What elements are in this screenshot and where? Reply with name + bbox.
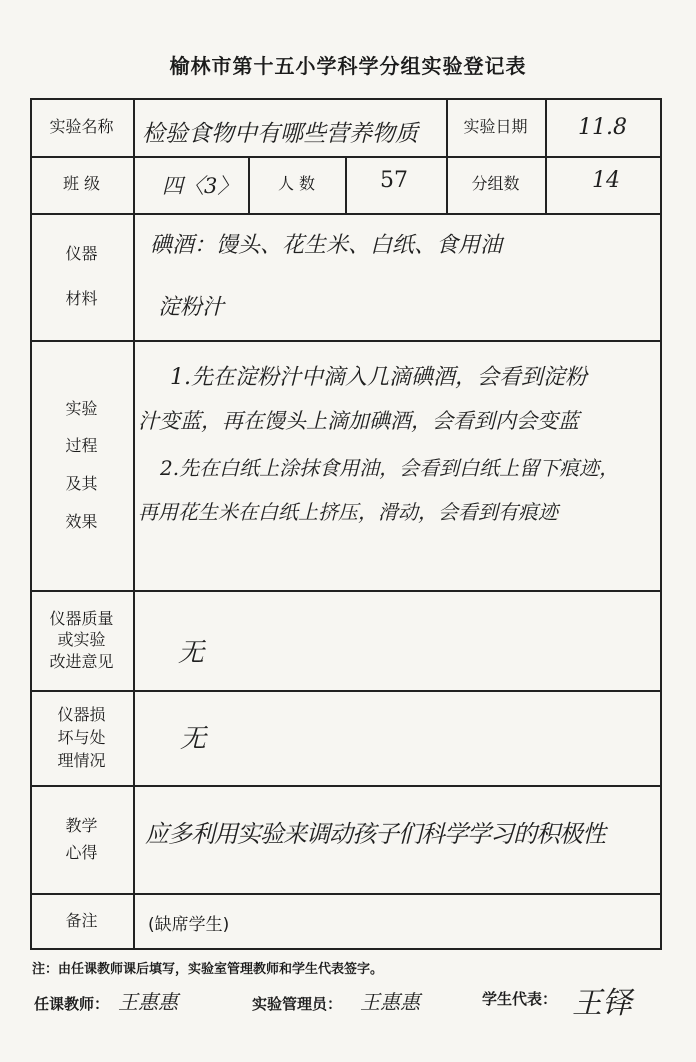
process-label-line: 及其 — [65, 474, 98, 493]
process-label-line: 效果 — [65, 511, 98, 531]
footer-note: 注：由任课教师课后填写，实验室管理教师和学生代表签字。 — [32, 962, 384, 977]
col-divider — [133, 98, 135, 950]
instruments-line2: 淀粉汁 — [158, 295, 225, 320]
process-line: 1.先在淀粉汁中滴入几滴碘酒，会看到淀粉 — [170, 365, 587, 390]
teacher-label: 任课教师： — [34, 995, 110, 1013]
damage-label — [30, 690, 133, 785]
instruments-label-line1: 仪器 — [65, 244, 98, 264]
form-title: 榆林市第十五小学科学分组实验登记表 — [169, 54, 527, 78]
quality-label-line: 改进意见 — [49, 651, 114, 671]
quality-label-line: 或实验 — [57, 630, 106, 650]
student-signature: 王铎 — [572, 986, 632, 1021]
col-divider — [345, 156, 347, 213]
process-line: 2.先在白纸上涂抹食用油，会看到白纸上留下痕迹， — [160, 456, 620, 480]
process-label-line: 实验 — [65, 398, 98, 418]
remarks-value: (缺席学生) — [148, 915, 230, 935]
groups-label: 分组数 — [471, 174, 520, 194]
damage-label-line: 理情况 — [57, 751, 106, 771]
class-label: 班 级 — [62, 174, 101, 194]
quality-label-line: 仪器质量 — [49, 608, 114, 628]
process-label-line: 过程 — [65, 436, 98, 456]
experiment-date-value: 11.8 — [578, 115, 627, 140]
experiment-date-label: 实验日期 — [463, 116, 528, 136]
process-line: 再用花生米在白纸上挤压，滑动，会看到有痕迹 — [138, 500, 558, 524]
col-divider — [545, 98, 547, 213]
experiment-name-value: 检验食物中有哪些营养物质 — [142, 121, 418, 147]
reflection-value: 应多利用实验来调动孩子们科学学习的积极性 — [145, 820, 605, 848]
quality-label — [30, 590, 133, 690]
student-label: 学生代表： — [482, 990, 558, 1008]
people-label: 人 数 — [277, 174, 316, 194]
class-value: 四〈3〉 — [162, 174, 239, 198]
process-line: 汁变蓝，再在馒头上滴加碘酒，会看到内会变蓝 — [138, 409, 579, 433]
manager-signature: 王惠惠 — [360, 990, 420, 1014]
damage-label-line: 坏与处 — [57, 727, 106, 747]
quality-value: 无 — [178, 638, 205, 668]
instruments-label-line2: 材料 — [65, 288, 98, 308]
groups-value: 14 — [592, 168, 620, 193]
instruments-line1: 碘酒：馒头、花生米、白纸、食用油 — [150, 233, 503, 258]
reflection-label — [30, 785, 133, 893]
reflection-label-line: 心得 — [65, 843, 98, 862]
remarks-label: 备注 — [65, 911, 98, 931]
people-value: 57 — [380, 168, 408, 193]
process-label — [30, 340, 133, 590]
damage-value: 无 — [180, 724, 207, 754]
damage-label-line: 仪器损 — [57, 704, 106, 724]
instruments-label — [30, 213, 133, 340]
experiment-name-label: 实验名称 — [49, 116, 114, 136]
reflection-label-line: 教学 — [65, 815, 98, 835]
teacher-signature: 王惠惠 — [118, 990, 178, 1014]
manager-label: 实验管理员： — [252, 995, 343, 1013]
